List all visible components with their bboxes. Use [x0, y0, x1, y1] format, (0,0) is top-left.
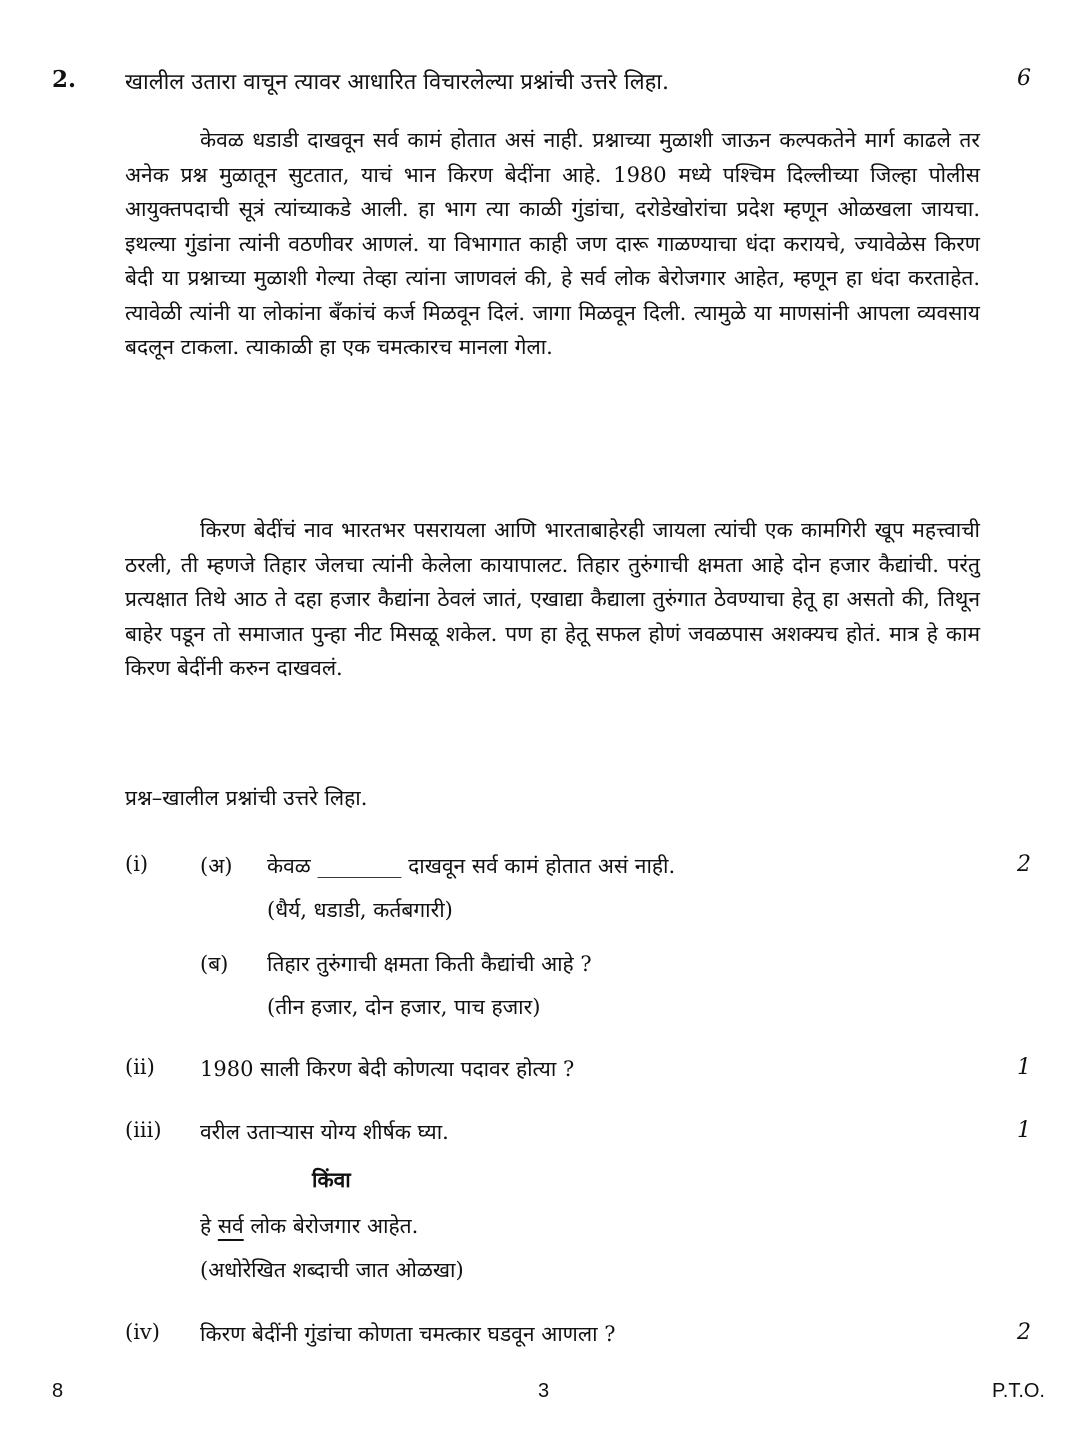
item-ii-text: 1980 साली किरण बेदी कोणत्या पदावर होत्या ?: [200, 1057, 575, 1081]
passage-paragraph-1: [125, 123, 980, 365]
question-number: 2.: [52, 66, 77, 93]
item-i-a-text: केवळ ________ दाखवून सर्व कामं होतात असं नाही.: [267, 854, 676, 878]
item-i-label: (i): [125, 852, 149, 876]
item-iii-alt-instruction: (अधोरेखित शब्दाची जात ओळखा): [200, 1258, 464, 1282]
item-iii-label: (iii): [125, 1118, 162, 1142]
alt-sentence-before: हे: [200, 1214, 218, 1238]
item-iv-label: (iv): [125, 1320, 160, 1344]
item-iii-text: वरील उताऱ्यास योग्य शीर्षक घ्या.: [200, 1120, 449, 1144]
passage-paragraph-2: [125, 513, 980, 686]
questions-heading: प्रश्न–खालील प्रश्नांची उत्तरे लिहा.: [125, 786, 368, 810]
alt-sentence-after: लोक बेरोजगार आहेत.: [243, 1214, 419, 1238]
footer-code: 8: [52, 1380, 64, 1402]
or-separator: किंवा: [312, 1167, 351, 1192]
item-i-a-options: (धैर्य, धडाडी, कर्तबगारी): [267, 898, 453, 922]
item-iii-marks: 1: [1017, 1118, 1031, 1143]
item-ii-label: (ii): [125, 1055, 155, 1079]
passage-paragraph-1-text: केवळ धडाडी दाखवून सर्व कामं होतात असं नाही. प्रश्नाच्या मुळाशी जाऊन कल्पकतेने मार्ग काढले तर अनेक प्रश्न मुळातून सुटतात, याचं भान किरण बेदींना आहे. 1980 मध्ये पश्चिम दिल्लीच्या जिल्हा पोलीस आयुक्तपदाची सूत्रं त्यांच्याकडे आली. हा भाग त्या काळी गुंडांचा, दरोडेखोरांचा प्रदेश म्हणून ओळखला जायचा. इथल्या गुंडांना त्यांनी वठणीवर आणलं. या विभागात काही जण दारू गाळण्याचा धंदा करायचे, ज्यावेळेस किरण बेदी या प्रश्नाच्या मुळाशी गेल्या तेव्हा त्यांना जाणवलं की, हे सर्व लोक बेरोजगार आहेत, म्हणून हा धंदा करताहेत. त्यावेळी त्यांनी या लोकांना बँकांचं कर्ज मिळवून दिलं. जागा मिळवून दिली. त्यामुळे या माणसांनी आपला व्यवसाय बदलून टाकला. त्याकाळी हा एक चमत्कारच मानला गेला.: [125, 128, 980, 359]
item-i-b-text: तिहार तुरुंगाची क्षमता किती कैद्यांची आहे ?: [267, 952, 592, 976]
item-iv-text: किरण बेदींनी गुंडांचा कोणता चमत्कार घडवून आणला ?: [200, 1322, 616, 1346]
alt-sentence-underlined-word: सर्व: [217, 1214, 244, 1238]
item-i-b-label: (ब): [200, 952, 229, 976]
passage-paragraph-2-text: किरण बेदींचं नाव भारतभर पसरायला आणि भारताबाहेरही जायला त्यांची एक कामगिरी खूप महत्त्वाची ठरली, ती म्हणजे तिहार जेलचा त्यांनी केलेला कायापालट. तिहार तुरुंगाची क्षमता आहे दोन हजार कैद्यांची. परंतु प्रत्यक्षात तिथे आठ ते दहा हजार कैद्यांना ठेवलं जातं, एखाद्या कैद्याला तुरुंगात ठेवण्याचा हेतू हा असतो की, तिथून बाहेर पडून तो समाजात पुन्हा नीट मिसळू शकेल. पण हा हेतू सफल होणं जवळपास अशक्यच होतं. मात्र हे काम किरण बेदींनी करुन दाखवलं.: [125, 518, 980, 680]
item-ii-marks: 1: [1017, 1055, 1031, 1080]
item-i-marks: 2: [1017, 852, 1031, 877]
question-marks: 6: [1017, 66, 1031, 91]
item-i-b-options: (तीन हजार, दोन हजार, पाच हजार): [267, 995, 541, 1019]
item-i-a-label: (अ): [200, 854, 233, 878]
item-iii-alt-sentence: [200, 1212, 418, 1240]
footer-page-number: 3: [538, 1380, 550, 1402]
footer-pto: P.T.O.: [992, 1380, 1045, 1402]
item-iv-marks: 2: [1017, 1320, 1031, 1345]
question-instruction: खालील उतारा वाचून त्यावर आधारित विचारलेल्या प्रश्नांची उत्तरे लिहा.: [125, 70, 669, 95]
